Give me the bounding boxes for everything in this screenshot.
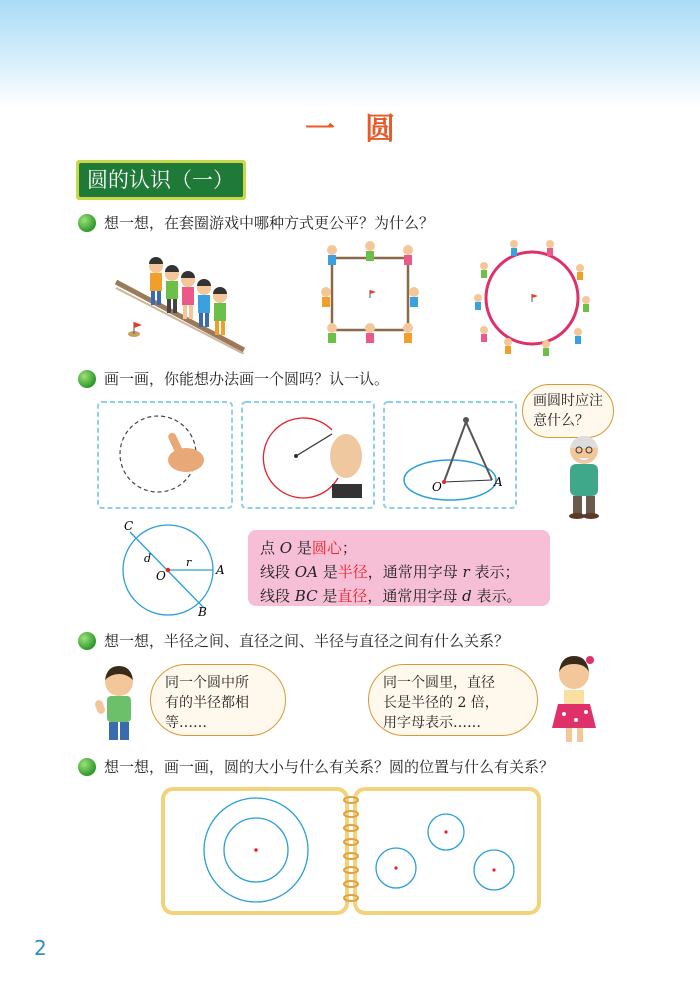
hand-icon xyxy=(330,434,362,478)
bubble-line: 有的半径都相 xyxy=(165,695,249,711)
green-bullet-icon xyxy=(78,632,96,650)
compass-drawing-panel xyxy=(384,402,516,508)
bubble-line: 等…… xyxy=(165,715,207,731)
question-2 xyxy=(78,368,389,389)
bubble-line: 画圆时应注 xyxy=(533,393,603,409)
question-1 xyxy=(78,212,434,233)
bubble-line: 同一个圆中所 xyxy=(165,675,249,691)
green-bullet-icon xyxy=(78,370,96,388)
label-c: C xyxy=(124,519,134,533)
label-b: B xyxy=(198,605,207,618)
section-title: 圆的认识（一） xyxy=(79,163,243,197)
square-toss-illustration xyxy=(318,236,422,348)
label-o: O xyxy=(156,569,166,583)
definitions-note xyxy=(248,530,550,606)
question-text: 想一想，画一画，圆的大小与什么有关系？圆的位置与什么有关系？ xyxy=(104,758,555,776)
circle-toss-illustration xyxy=(470,234,594,358)
question-text: 画一画，你能想办法画一个圆吗？认一认。 xyxy=(104,370,390,388)
girl-speech-bubble xyxy=(368,664,538,736)
header-band xyxy=(0,0,700,108)
drawing-panels xyxy=(94,398,526,514)
boy-icon xyxy=(92,664,146,746)
page-number: 2 xyxy=(34,936,47,960)
target-flag-icon xyxy=(370,290,376,298)
definition-center: 点 O 是圆心； xyxy=(260,539,357,557)
green-bullet-icon xyxy=(78,214,96,232)
point-label: A xyxy=(494,475,503,489)
target-flag-icon xyxy=(532,294,538,302)
question-4 xyxy=(78,756,554,777)
finger-drawing-panel xyxy=(98,402,232,508)
girl-icon xyxy=(546,652,604,746)
teacher-icon xyxy=(552,432,618,522)
definition-diameter: 线段 BC 是直径，通常用字母 d 表示。 xyxy=(260,587,522,605)
notebook-right-page xyxy=(355,789,539,913)
label-d: d xyxy=(144,552,152,565)
question-text: 想一想，在套圈游戏中哪种方式更公平？为什么？ xyxy=(104,214,435,232)
bubble-line: 长是半径的 2 倍， xyxy=(383,695,499,711)
hand-icon xyxy=(168,448,204,472)
question-text: 想一想，半径之间、直径之间、半径与直径之间有什么关系？ xyxy=(104,632,510,650)
green-bullet-icon xyxy=(78,758,96,776)
string-drawing-panel xyxy=(242,402,374,508)
bubble-line: 同一个圆里，直径 xyxy=(383,675,495,691)
line-toss-illustration xyxy=(108,234,268,354)
boy-speech-bubble xyxy=(150,664,286,736)
definition-radius: 线段 OA 是半径，通常用字母 r 表示； xyxy=(260,563,520,581)
section-banner xyxy=(76,160,246,200)
circle-parts-diagram xyxy=(112,518,232,618)
children-row xyxy=(149,257,227,335)
center-label: O xyxy=(432,480,442,494)
label-a: A xyxy=(216,563,225,577)
bubble-line: 用字母表示…… xyxy=(383,715,481,731)
bubble-line: 意什么？ xyxy=(533,413,589,429)
circles-notebook xyxy=(160,786,544,916)
label-r: r xyxy=(186,556,192,569)
teacher-speech-bubble xyxy=(522,384,614,438)
chapter-title: 一 圆 xyxy=(305,112,395,147)
target-flag-icon xyxy=(128,322,142,337)
question-3 xyxy=(78,630,509,651)
